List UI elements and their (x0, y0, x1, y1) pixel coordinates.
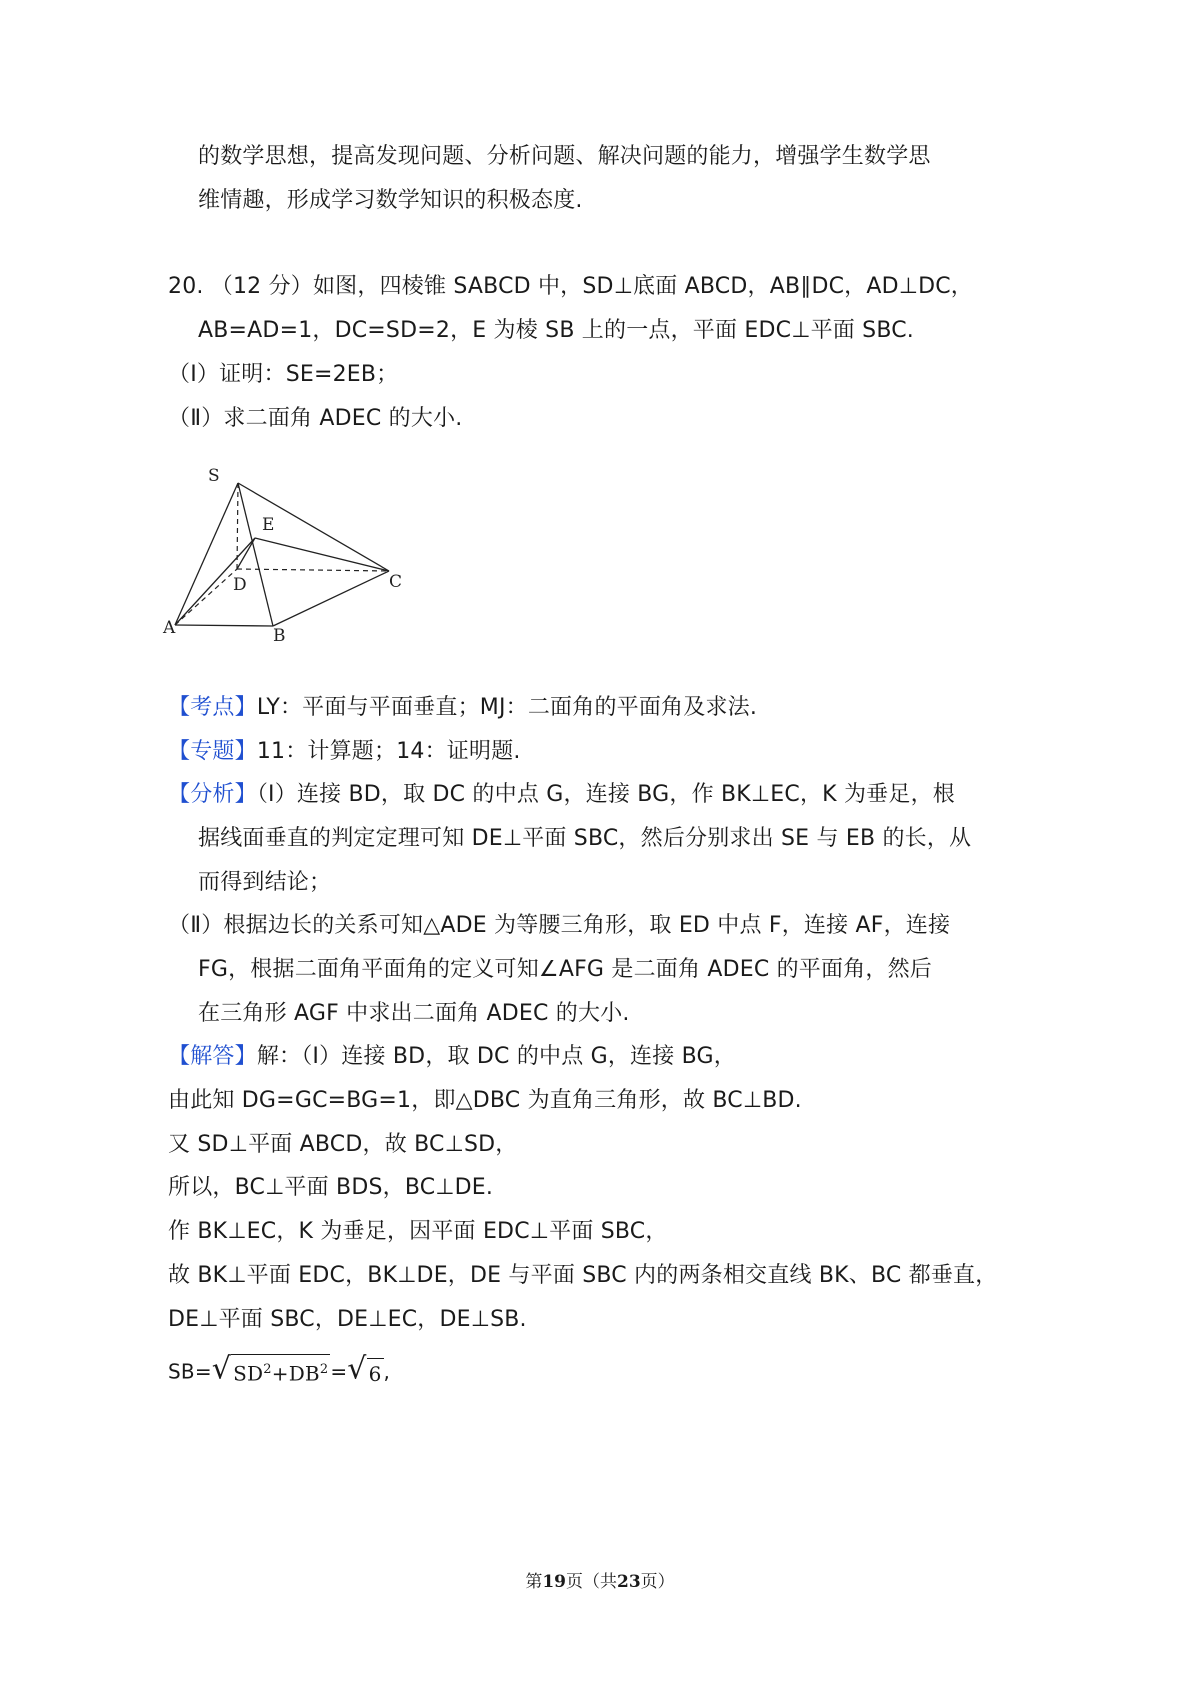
solution-line-1: 由此知 DG=GC=BG=1，即△DBC 为直角三角形，故 BC⊥BD. (168, 1088, 802, 1113)
sqrt-radicand (231, 1354, 330, 1389)
kaodian-line (168, 693, 757, 723)
page-total: 23 (617, 1572, 641, 1592)
kaodian-text: LY：平面与平面垂直；MJ：二面角的平面角及求法. (256, 695, 758, 720)
question-20-line-1: 20. （12 分）如图，四棱锥 S​ABCD 中，SD⊥底面 ABCD，AB∥DC，AD⊥DC， (168, 274, 974, 299)
footer-pre: 第 (525, 1572, 543, 1592)
zhuanti-line (168, 737, 521, 767)
solution-line-3: 所以，BC⊥平面 BDS，BC⊥DE. (168, 1175, 494, 1200)
page-footer (0, 1567, 1200, 1592)
solution-line-2: 又 SD⊥平面 ABCD，故 BC⊥SD， (168, 1132, 518, 1157)
label-B: B (273, 626, 286, 646)
fenxi-line-5: FG，根据二面角平面角的定义可知∠AFG 是二面角 A​DE​C 的平面角，然后 (198, 957, 933, 982)
question-part-2: （Ⅱ）求二面角 A​DE​C 的大小. (168, 406, 463, 431)
sqrt-symbol-2: √ (347, 1351, 367, 1387)
pyramid-diagram (163, 466, 450, 698)
sb-prefix: SB= (168, 1359, 212, 1384)
label-C: C (389, 572, 403, 592)
edge-ED (237, 538, 255, 569)
sb-tail: , (383, 1359, 391, 1384)
solution-line-5: 故 BK⊥平面 EDC，BK⊥DE，DE 与平面 SBC 内的两条相交直线 BK、BC 都垂直， (168, 1263, 998, 1288)
equals: = (330, 1359, 348, 1384)
question-part-1: （Ⅰ）证明：SE=2EB； (168, 362, 399, 387)
edge-SC (238, 483, 389, 571)
sqrt-symbol: √ (211, 1351, 232, 1387)
zhuanti-tag: 【专题】 (168, 739, 257, 764)
edge-AB (175, 625, 273, 626)
edge-EC (255, 538, 389, 571)
kaodian-tag: 【考点】 (168, 695, 257, 720)
fenxi-line-3: 而得到结论； (198, 870, 332, 895)
edge-AD (175, 569, 237, 625)
sqrt6-radicand: 6 (367, 1358, 384, 1389)
question-20-line-2: AB=AD=1，DC=SD=2，E 为棱 SB 上的一点，平面 EDC⊥平面 SBC. (198, 318, 914, 343)
solution-line-4: 作 BK⊥EC，K 为垂足，因平面 EDC⊥平面 SBC， (168, 1219, 668, 1244)
fenxi-line-4: （Ⅱ）根据边长的关系可知△ADE 为等腰三角形，取 ED 中点 F，连接 AF，连接 (168, 913, 951, 938)
text-line: 维情趣，形成学习数学知识的积极态度. (198, 188, 583, 213)
sb-formula (168, 1352, 390, 1387)
fenxi-text: （Ⅰ）连接 BD，取 DC 的中点 G，连接 BG，作 BK⊥EC，K 为垂足，根 (256, 782, 955, 807)
fenxi-line-1 (168, 780, 955, 810)
fenxi-line-6: 在三角形 AGF 中求出二面角 A​DE​C 的大小. (198, 1001, 630, 1026)
edge-BC (273, 571, 389, 626)
footer-mid: 页（共 (566, 1572, 617, 1592)
label-A: A (163, 618, 176, 638)
label-D: D (233, 575, 247, 595)
footer-post: 页） (640, 1572, 675, 1592)
exp-2: 2 (319, 1362, 329, 1377)
jieda-line-1 (168, 1042, 736, 1072)
edge-SB (238, 483, 273, 626)
label-E: E (262, 515, 275, 535)
solution-line-6: DE⊥平面 SBC，DE⊥EC，DE⊥SB. (168, 1307, 527, 1332)
page-number: 19 (542, 1572, 566, 1592)
edge-SA (175, 483, 238, 625)
zhuanti-text: 11：计算题；14：证明题. (256, 739, 521, 764)
label-S: S (208, 466, 220, 486)
text-line: 的数学思想，提高发现问题、分析问题、解决问题的能力，增强学生数学思 (198, 144, 931, 169)
jieda-tag: 【解答】 (168, 1044, 257, 1069)
term-sd: SD (233, 1361, 264, 1386)
jieda-text: 解：（Ⅰ）连接 BD，取 DC 的中点 G，连接 BG， (256, 1044, 737, 1069)
term-db: +DB (271, 1361, 320, 1386)
fenxi-tag: 【分析】 (168, 782, 257, 807)
exp-1: 2 (263, 1362, 272, 1377)
pyramid-figure (163, 466, 450, 698)
fenxi-line-2: 据线面垂直的判定定理可知 DE⊥平面 SBC，然后分别求出 SE 与 EB 的长，从 (198, 826, 972, 851)
